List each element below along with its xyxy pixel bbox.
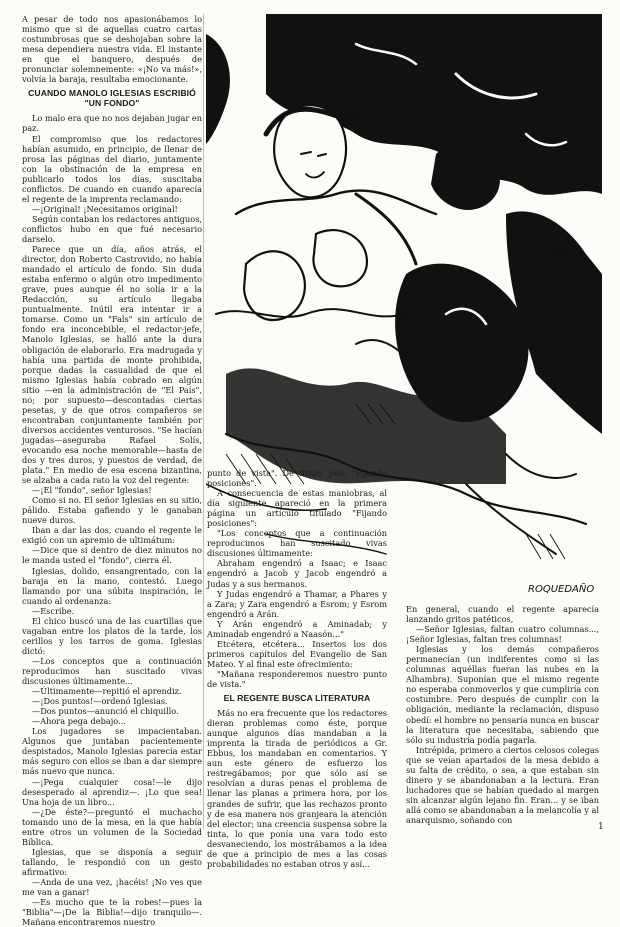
paragraph: "Los conceptos que a continuación reproducimos han suscitado vivas discusiones últimamente: bbox=[207, 528, 387, 559]
paragraph: Intrépida, primero a ciertos celosos colegas que se veían apartados de la mesa debido a su falta de crédito, o sea, a que estaban sin dinero y se abandonaban a la lectura. Eran luchadores que se habían quedado al margen sin alcanzar algún lejano fin. Eran... y se iban allá como se abandonaban a la melancolía y al anarquismo, soñando con bbox=[406, 744, 599, 825]
paragraph: Iban a dar las dos, cuando el regente le exigió con un apremio de ultimátum: bbox=[22, 525, 202, 546]
paragraph: Iglesias, dolido, ensangrentado, con la baraja en la mano, contestó. Luego llamando por una súbita inspiración, le cuando al ordenanza: bbox=[22, 565, 202, 606]
paragraph: —Ahora pega debajo... bbox=[32, 716, 126, 727]
paragraph: Parece que un día, años atrás, el director, don Roberto Castrovido, no había mandado el artículo de fondo. Sin duda estaba enfermo o algún otro impedimento grave, pues aunque él no solía ir a la Redacción, su artículo llegaba puntualmente. Inútil era intentar ir a tomarse. Como un "Fals" sin artículo de fondo era inconcebible, el redactor-jefe, Manolo Iglesias, se halló ante la dura obligación de elaborarlo. Era madrugada y había una partida de monte prohibida, porque dadas la casualidad de que el mismo Iglesias había cobrado en algún sitio —en la administración de "El País", no; por supuesto—descontadas ciertas pesetas, y de que otros compañeros se encontraban conjuntamente también por diversos accidentes venturosos. "Se hacían jugadas—aseguraba Rafael Solís, evocando esa noche memorable—hasta de dos y tres duros, y puestos de verdad, de plata." En medio de esa escena bizantina, se alzaba a cada rato la voz del regente: bbox=[22, 244, 202, 486]
paragraph: —¡El "fondo", señor Iglesias! bbox=[32, 485, 152, 496]
paragraph: Abraham engendró a Isaac; e Isaac engendró a Jacob y Jacob engendró a Judas y a sus hermanos. bbox=[207, 558, 387, 589]
text-column-left bbox=[22, 14, 202, 927]
paragraph: —Escribe. bbox=[32, 605, 75, 616]
paragraph: Lo malo era que no nos dejaban jugar en paz. bbox=[22, 113, 202, 134]
column-divider bbox=[203, 14, 204, 829]
paragraph: Iglesias, que se disponía a seguir tallando, le respondió con un gesto afirmativo: bbox=[22, 846, 202, 877]
paragraph: "Mañana responderemos nuestro punto de vista." bbox=[207, 668, 387, 689]
paragraph: —¡Dos puntos!—ordenó Iglesias. bbox=[32, 696, 168, 707]
paragraph: —Los conceptos que a continuación reproducimos han suscitado vivas discusiones últimamente... bbox=[22, 655, 202, 687]
paragraph: El compromiso que los redactores habían asumido, en principio, de llenar de prosa las páginas del diario, juntamente con la obstinación de la empresa en publicarlo todos los días, suscitaba conflictos. De cuando en cuando aparecía el regente de la imprenta reclamando: bbox=[22, 133, 202, 204]
paragraph: Iglesias y los demás compañeros permanecían (un indiferentes como si las columnas aquéllas fueran las nubes en la Alhambra). Suponían que el mismo regente no esperaba conmoverlos y que cumpliría con costumbre. Pero después de cumplir con la obligación, mediante la reclamación, dispuso obedí: el hombre no pensaría nunca en buscar la literatura que necesitaba, sabiendo que sólo su industria podía pagarla. bbox=[406, 644, 599, 745]
paragraph: A pesar de todo nos apasionábamos lo mismo que si de aquellas cuatro cartas costumbrosas que se deshojaban sobre la mesa dependiera nuestra vida. El instante en que el banquero, después de pronunciar solemnemente: «¡No va más!», volvía la baraja, resultaba emocionante. bbox=[22, 14, 202, 85]
paragraph: punto de vista". De título, pon: "Fijando posiciones". bbox=[207, 468, 387, 489]
paragraph: A consecuencia de estas maniobras, al día siguiente apareció en la primera página un artículo titulado "Fijando posiciones": bbox=[207, 488, 387, 529]
paragraph: —Dos puntos—anunció el chiquillo. bbox=[32, 706, 179, 717]
paragraph: Más no era frecuente que los redactores dieran problemas como éste, porque aunque algunos días mandaban a la imprenta la tirada de periódicos a Gr. Ebbus, los mandaban en comentarios. Y aun este género de esfuerzo los restregábamos; por que sólo así se resolvían a duras penas el problema de llenar las planas a primera hora, por los grandes de sufrir, que las rechazos pronto y de esa manera nos granjeara la atención del elector; una creencia suspensa sobre la tinta, lo que ponía una vara todo esto desvaneciendo, los mostrábamos a la idea de que a principio de mes a las cosas probabilidades no estaban otros y así... bbox=[207, 708, 387, 869]
paragraph: Y Arán engendró a Aminadab; y Aminadab engendró a Naasón..." bbox=[207, 618, 387, 639]
paragraph: —Dice que si dentro de diez minutos no le manda usted el "fondo", cierra él. bbox=[22, 545, 202, 566]
text-column-right bbox=[406, 604, 599, 825]
paragraph: —¿De éste?—preguntó el muchacho tomando uno de la mesa, en la que había entre otros un volumen de la Sociedad Bíblica. bbox=[22, 806, 202, 847]
paragraph: —¡Original! ¡Necesitamos original! bbox=[32, 203, 178, 214]
text-column-middle bbox=[207, 468, 387, 869]
paragraph: —Señor Iglesias, faltan cuatro columnas..., ¡Señor Iglesias, faltan tres columnas! bbox=[406, 624, 599, 645]
paragraph: —Últimamente—repitió el aprendiz. bbox=[32, 686, 182, 697]
illustration-signature: ROQUEDAÑO bbox=[528, 584, 595, 595]
page-marker: 1 bbox=[598, 822, 604, 832]
paragraph: Etcétera, etcétera... Insertos los dos primeros capítulos del Evangelio de San Mateo. Y al final este ofrecimiento: bbox=[207, 638, 387, 669]
paragraph: Y Judas engendró a Thamar, a Phares y a Zara; y Zara engendró a Esrom; y Esrom engendró a Arán. bbox=[207, 588, 387, 619]
paragraph: —Anda de una vez, ¡hacéis! ¡No ves que me van a ganar! bbox=[22, 876, 202, 898]
paragraph: Como si no. El señor Iglesias en su sitio, pálido. Estaba gafiendo y le ganaban nueve duros. bbox=[22, 495, 202, 526]
paragraph: —¡Pega cualquier cosa!—le dijo desesperado al aprendiz—. ¡Lo que sea! Una hoja de un libro... bbox=[22, 776, 202, 807]
paragraph: Según contaban los redactores antiguos, conflictos hubo en que fué necesario darselo. bbox=[22, 213, 202, 244]
paragraph: Los jugadores se impacientaban. Algunos que juntaban pacientemente despistados, Manolo Iglesias parecía estar más seguro con ellos se iban a dar siempre más nuevo que nunca. bbox=[22, 726, 202, 777]
paragraph: En general, cuando el regente aparecía lanzando gritos patéticos, bbox=[406, 604, 599, 625]
paragraph: —Es mucho que te la robes!—pues la "Biblia"—¡De la Biblia!—dijo tranquilo—. Mañana encontraremos nuestro bbox=[22, 897, 202, 927]
section-heading: CUANDO MANOLO IGLESIAS ESCRIBIÓ "UN FONDO" bbox=[28, 88, 196, 109]
section-heading: EL REGENTE BUSCA LITERATURA bbox=[223, 693, 371, 704]
paragraph: El chico buscó una de las cuartillas que vagaban entre los platos de la tarde, los cerillos y los tarros de goma. Iglesias dictó: bbox=[22, 615, 202, 656]
